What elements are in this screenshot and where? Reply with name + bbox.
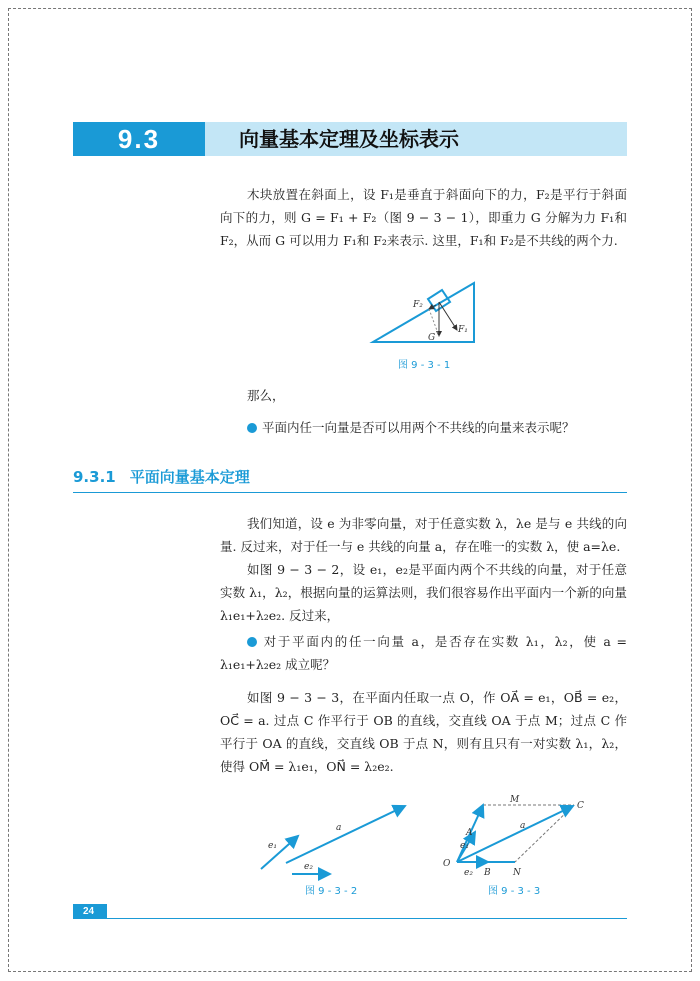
label-point-c: C — [577, 801, 584, 811]
label-e2: e₂ — [304, 862, 313, 872]
label-g: G — [428, 333, 436, 343]
label-point-n: N — [513, 868, 521, 878]
figure-caption: 图 9 - 3 - 2 — [305, 886, 358, 897]
paragraph-namely: 那么， — [247, 388, 285, 403]
section-number-badge: 9.3 — [73, 122, 205, 156]
question-1 — [220, 416, 627, 439]
label-o: O — [443, 859, 451, 869]
intro-paragraph: 木块放置在斜面上，设 F₁是垂直于斜面向下的力，F₂是平行于斜面向下的力，则 G = F₁ + F₂（图 9 − 3 − 1），即重力 G 分解为力 F₁和 F₂，从而 G 可以用力 F₁和 F₂来表示. 这里，F₁和 F₂是不共线的两个力. — [220, 187, 627, 248]
figure-9-3-2 — [240, 790, 440, 900]
label-f2: F₂ — [413, 300, 423, 310]
body-paragraph-3: 如图 9 − 3 − 3，在平面内任取一点 O，作 OA⃗ = e₁，OB⃗ = e₂，OC⃗ = a. 过点 C 作平行于 OB 的直线，交直线 OA 于点 M；过点 C 作平行于 OA 的直线，交直线 OB 于点 N，则有且只有一对实数 λ₁，λ₂，使得 OM⃗ = λ₁e₁，ON⃗ = λ₂e₂. — [220, 690, 627, 774]
label-point-b: B — [484, 868, 491, 878]
footer-rule — [107, 918, 627, 919]
question-text: 对于平面内的任一向量 a，是否存在实数 λ₁，λ₂，使 a = λ₁e₁+λ₂e₂ 成立呢？ — [220, 634, 627, 672]
section-heading — [73, 466, 627, 493]
section-number: 9.3.1 — [73, 468, 116, 486]
label-a: a — [336, 823, 342, 833]
label-f1: F₁ — [458, 325, 468, 335]
figure-9-3-1 — [340, 280, 490, 375]
label-a: a — [520, 821, 526, 831]
label-point-m: M — [510, 795, 520, 805]
chapter-title: 向量基本定理及坐标表示 — [205, 122, 627, 156]
label-e1: e₁ — [460, 841, 469, 851]
page-number: 24 — [73, 904, 107, 919]
body-paragraph-2: 如图 9 − 3 − 2，设 e₁，e₂是平面内两个不共线的向量，对于任意实数 λ₁，λ₂，根据向量的运算法则，我们很容易作出平面内一个新的向量 λ₁e₁+λ₂e₂. 反过来， — [220, 562, 627, 623]
bullet-dot-icon — [247, 423, 257, 433]
figure-9-3-3 — [440, 790, 620, 900]
section-title: 平面向量基本定理 — [129, 468, 250, 486]
bullet-dot-icon — [247, 637, 257, 647]
label-e2: e₂ — [464, 868, 473, 878]
question-text: 平面内任一向量是否可以用两个不共线的向量来表示呢？ — [262, 420, 575, 435]
label-e1: e₁ — [268, 841, 277, 851]
label-point-a: A — [466, 828, 473, 838]
figure-caption: 图 9 - 3 - 1 — [398, 360, 451, 371]
figure-caption: 图 9 - 3 - 3 — [488, 886, 541, 897]
question-2 — [220, 630, 627, 676]
body-paragraph-1: 我们知道，设 e 为非零向量，对于任意实数 λ，λe 是与 e 共线的向量. 反过来，对于任一与 e 共线的向量 a，存在唯一的实数 λ，使 a=λe. — [220, 516, 627, 554]
